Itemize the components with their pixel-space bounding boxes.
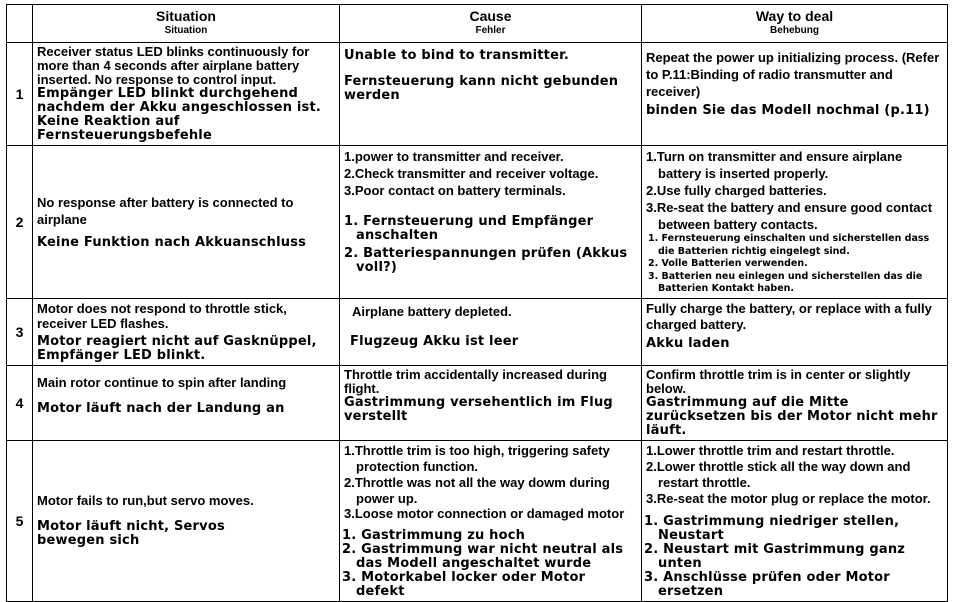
- deal-de: binden Sie das Modell nochmal (p.11): [646, 103, 930, 118]
- row-number: 2: [7, 146, 33, 299]
- table-row: [7, 298, 948, 365]
- header-situation: Situation Situation: [33, 5, 340, 43]
- deal-cell: [642, 365, 948, 440]
- deal-en: Confirm throttle trim is in center or slightly below.: [646, 366, 911, 396]
- situation-cell: [33, 298, 340, 365]
- cause-de-2: 2. Batteriespannungen prüfen (Akkus voll?): [344, 246, 628, 275]
- table-row: [7, 43, 948, 146]
- cause-en-1: 1.power to transmitter and receiver.: [344, 149, 564, 164]
- situation-de: Empänger LED blinkt durchgehend nachdem der Akku angeschlossen ist. Keine Reaktion auf Fernsteuerungsbefehle: [37, 86, 322, 143]
- deal-en-1: 1.Lower throttle trim and restart throttle.: [646, 442, 895, 458]
- situation-en: Motor does not respond to throttle stick, receiver LED flashes.: [37, 300, 287, 331]
- table-row: [7, 146, 948, 299]
- cause-de: Gastrimmung versehentlich im Flug verstellt: [344, 394, 613, 424]
- cause-en-3: 3.Loose motor connection or damaged motor: [344, 505, 625, 521]
- cause-de-3: 3. Motorkabel locker oder Motor defekt: [342, 569, 586, 599]
- situation-cell: [33, 146, 340, 299]
- deal-de-2: 2. Volle Batterien verwenden.: [648, 258, 808, 269]
- header-row: [7, 5, 948, 43]
- deal-de-3: 3. Batterien neu einlegen und sicherstellen das die Batterien Kontakt haben.: [648, 270, 923, 294]
- deal-de-2: 2. Neustart mit Gastrimmung ganz unten: [644, 541, 906, 571]
- cause-en: Airplane battery depleted.: [352, 303, 512, 319]
- troubleshooting-table: [6, 4, 947, 602]
- cause-en-3: 3.Poor contact on battery terminals.: [344, 183, 566, 198]
- situation-de: Motor läuft nicht, Servos bewegen sich: [37, 518, 225, 548]
- situation-de: Keine Funktion nach Akkuanschluss: [37, 234, 307, 250]
- row-number: 3: [7, 298, 33, 365]
- cause-en-1: 1.Throttle trim is too high, triggering safety protection function.: [344, 442, 610, 474]
- cause-cell: [340, 365, 642, 440]
- cause-cell: [340, 146, 642, 299]
- situation-en: Main rotor continue to spin after landing: [37, 374, 287, 390]
- deal-de: Akku laden: [646, 335, 730, 351]
- header-cause: Cause Fehler: [340, 5, 642, 43]
- situation-en: Motor fails to run,but servo moves.: [37, 492, 254, 508]
- deal-en: Fully charge the battery, or replace with a fully charged battery.: [646, 300, 932, 332]
- header-way-to-deal: Way to deal Behebung: [642, 5, 948, 43]
- situation-en: Receiver status LED blinks continuously for more than 4 seconds after airplane battery inserted. No response to control input.: [37, 44, 310, 87]
- cause-de: Flugzeug Akku ist leer: [350, 333, 519, 349]
- cause-en-2: 2.Check transmitter and receiver voltage.: [344, 166, 599, 181]
- deal-cell: [642, 298, 948, 365]
- row-number: 4: [7, 365, 33, 440]
- cause-de-1: 1. Fernsteuerung und Empfänger anschalten: [344, 214, 594, 243]
- row-number: 1: [7, 43, 33, 146]
- deal-en-2: 2.Lower throttle stick all the way down and restart throttle.: [646, 458, 911, 490]
- cause-de: Fernsteuerung kann nicht gebunden werden: [344, 74, 619, 103]
- deal-en-2: 2.Use fully charged batteries.: [646, 183, 827, 198]
- row-number: 5: [7, 440, 33, 601]
- deal-de-1: 1. Fernsteuerung einschalten und sicherstellen dass die Batterien richtig eingelegt sind.: [648, 233, 930, 257]
- situation-de: Motor läuft nach der Landung an: [37, 400, 285, 416]
- situation-en: No response after battery is connected to airplane: [37, 194, 294, 227]
- cause-en: Throttle trim accidentally increased during flight.: [344, 366, 607, 396]
- situation-de: Motor reagiert nicht auf Gasknüppel, Empfänger LED blinkt.: [37, 333, 317, 363]
- deal-en-1: 1.Turn on transmitter and ensure airplane battery is inserted properly.: [646, 149, 903, 181]
- deal-en: Repeat the power up initializing process. (Refer to P.11:Binding of radio transmutter and receiver): [646, 50, 940, 99]
- header-number: [7, 5, 33, 43]
- deal-en-3: 3.Re-seat the battery and ensure good contact between battery contacts.: [646, 200, 933, 232]
- table-row: [7, 365, 948, 440]
- situation-cell: [33, 365, 340, 440]
- deal-de: Gastrimmung auf die Mitte zurücksetzen bis der Motor nicht mehr läuft.: [646, 394, 938, 438]
- deal-cell: [642, 146, 948, 299]
- deal-cell: [642, 43, 948, 146]
- deal-cell: [642, 440, 948, 601]
- deal-de-1: 1. Gastrimmung niedriger stellen, Neustart: [644, 513, 900, 543]
- cause-en-2: 2.Throttle was not all the way dowm during power up.: [344, 474, 610, 506]
- cause-cell: [340, 440, 642, 601]
- cause-cell: [340, 43, 642, 146]
- table-row: [7, 440, 948, 601]
- deal-de-3: 3. Anschlüsse prüfen oder Motor ersetzen: [644, 569, 890, 599]
- cause-de-2: 2. Gastrimmung war nicht neutral als das Modell angeschaltet wurde: [342, 541, 624, 571]
- situation-cell: [33, 440, 340, 601]
- cause-cell: [340, 298, 642, 365]
- deal-en-3: 3.Re-seat the motor plug or replace the motor.: [646, 490, 931, 506]
- situation-cell: [33, 43, 340, 146]
- cause-en: Unable to bind to transmitter.: [344, 48, 570, 63]
- cause-de-1: 1. Gastrimmung zu hoch: [342, 527, 526, 543]
